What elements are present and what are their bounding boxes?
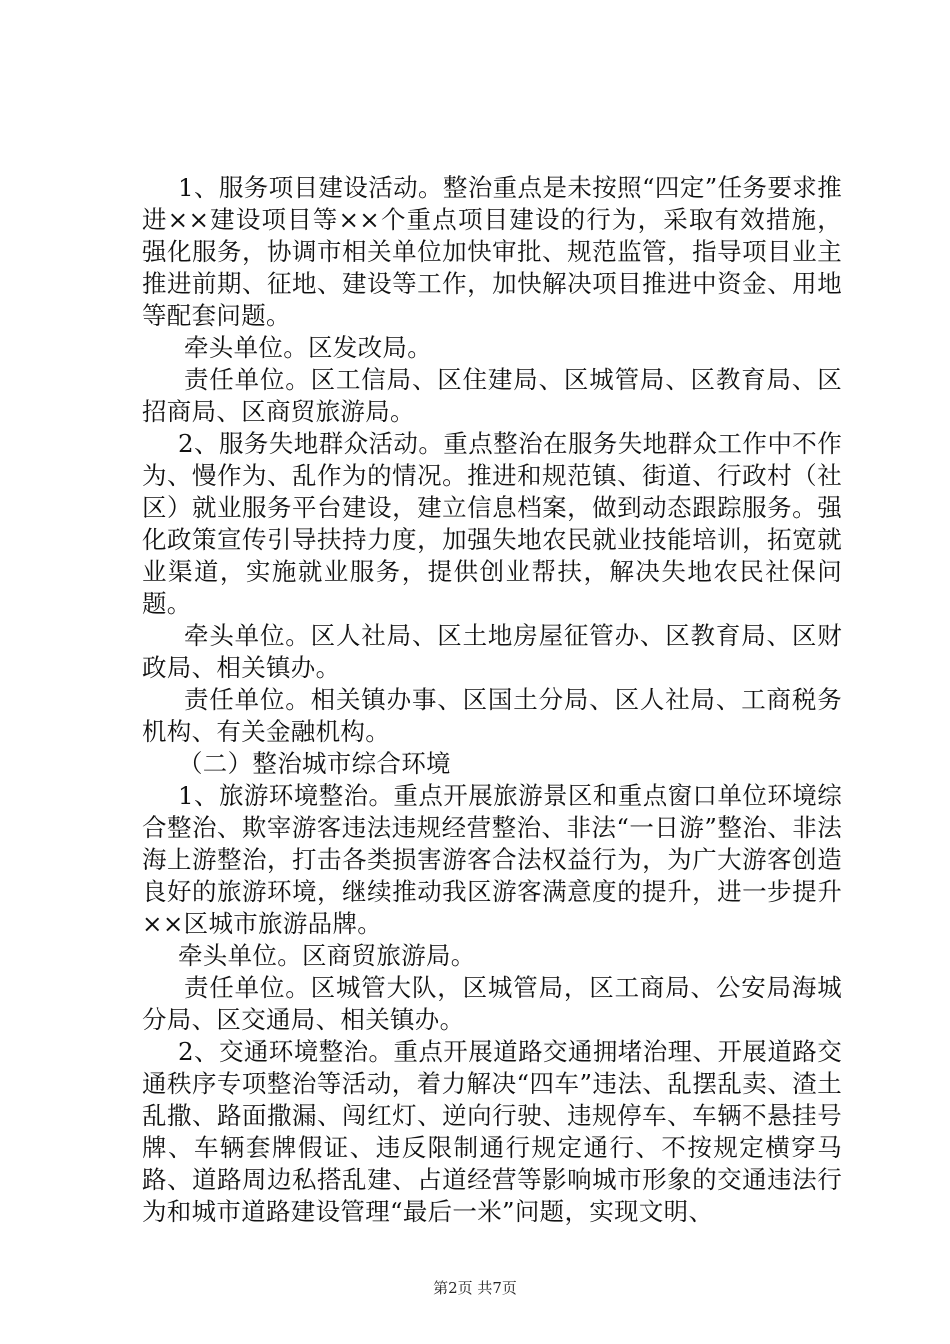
- paragraph-responsible-unit-1: 责任单位。区工信局、区住建局、区城管局、区教育局、区招商局、区商贸旅游局。: [142, 365, 842, 426]
- paragraph-responsible-unit-3: 责任单位。区城管大队，区城管局，区工商局、公安局海城分局、区交通局、相关镇办。: [142, 973, 842, 1034]
- page-footer: 第2页 共7页: [433, 1279, 517, 1297]
- paragraph-traffic-environment: 2、交通环境整治。重点开展道路交通拥堵治理、开展道路交通秩序专项整治等活动，着力解决“四车”违法、乱摆乱卖、渣土乱撒、路面撒漏、闯红灯、逆向行驶、违规停车、车辆不悬挂号牌、车辆套牌假证、违反限制通行规定通行、不按规定横穿马路、道路周边私搭乱建、占道经营等影响城市形象的交通违法行为和城市道路建设管理“最后一米”问题，实现文明、: [142, 1037, 842, 1226]
- paragraph-tourism-environment: 1、旅游环境整治。重点开展旅游景区和重点窗口单位环境综合整治、欺宰游客违法违规经营整治、非法“一日游”整治、非法海上游整治，打击各类损害游客合法权益行为，为广大游客创造良好的旅游环境，继续推动我区游客满意度的提升，进一步提升××区城市旅游品牌。: [142, 781, 842, 938]
- paragraph-lead-unit-2: 牵头单位。区人社局、区土地房屋征管办、区教育局、区财政局、相关镇办。: [142, 621, 842, 682]
- section-heading-city-environment: （二）整治城市综合环境: [178, 749, 451, 778]
- paragraph-responsible-unit-2: 责任单位。相关镇办事、区国土分局、区人社局、工商税务机构、有关金融机构。: [142, 685, 842, 746]
- paragraph-project-service: 1、服务项目建设活动。整治重点是未按照“四定”任务要求推进××建设项目等××个重点项目建设的行为，采取有效措施，强化服务，协调市相关单位加快审批、规范监管，指导项目业主推进前期、征地、建设等工作，加快解决项目推进中资金、用地等配套问题。: [142, 173, 842, 330]
- paragraph-lead-unit-3: 牵头单位。区商贸旅游局。: [178, 941, 476, 970]
- document-body: [142, 172, 842, 1228]
- paragraph-lead-unit-1: 牵头单位。区发改局。: [184, 333, 432, 362]
- paragraph-landless-service: 2、服务失地群众活动。重点整治在服务失地群众工作中不作为、慢作为、乱作为的情况。推进和规范镇、街道、行政村（社区）就业服务平台建设，建立信息档案，做到动态跟踪服务。强化政策宣传引导扶持力度，加强失地农民就业技能培训，拓宽就业渠道，实施就业服务，提供创业帮扶，解决失地农民社保问题。: [142, 429, 842, 618]
